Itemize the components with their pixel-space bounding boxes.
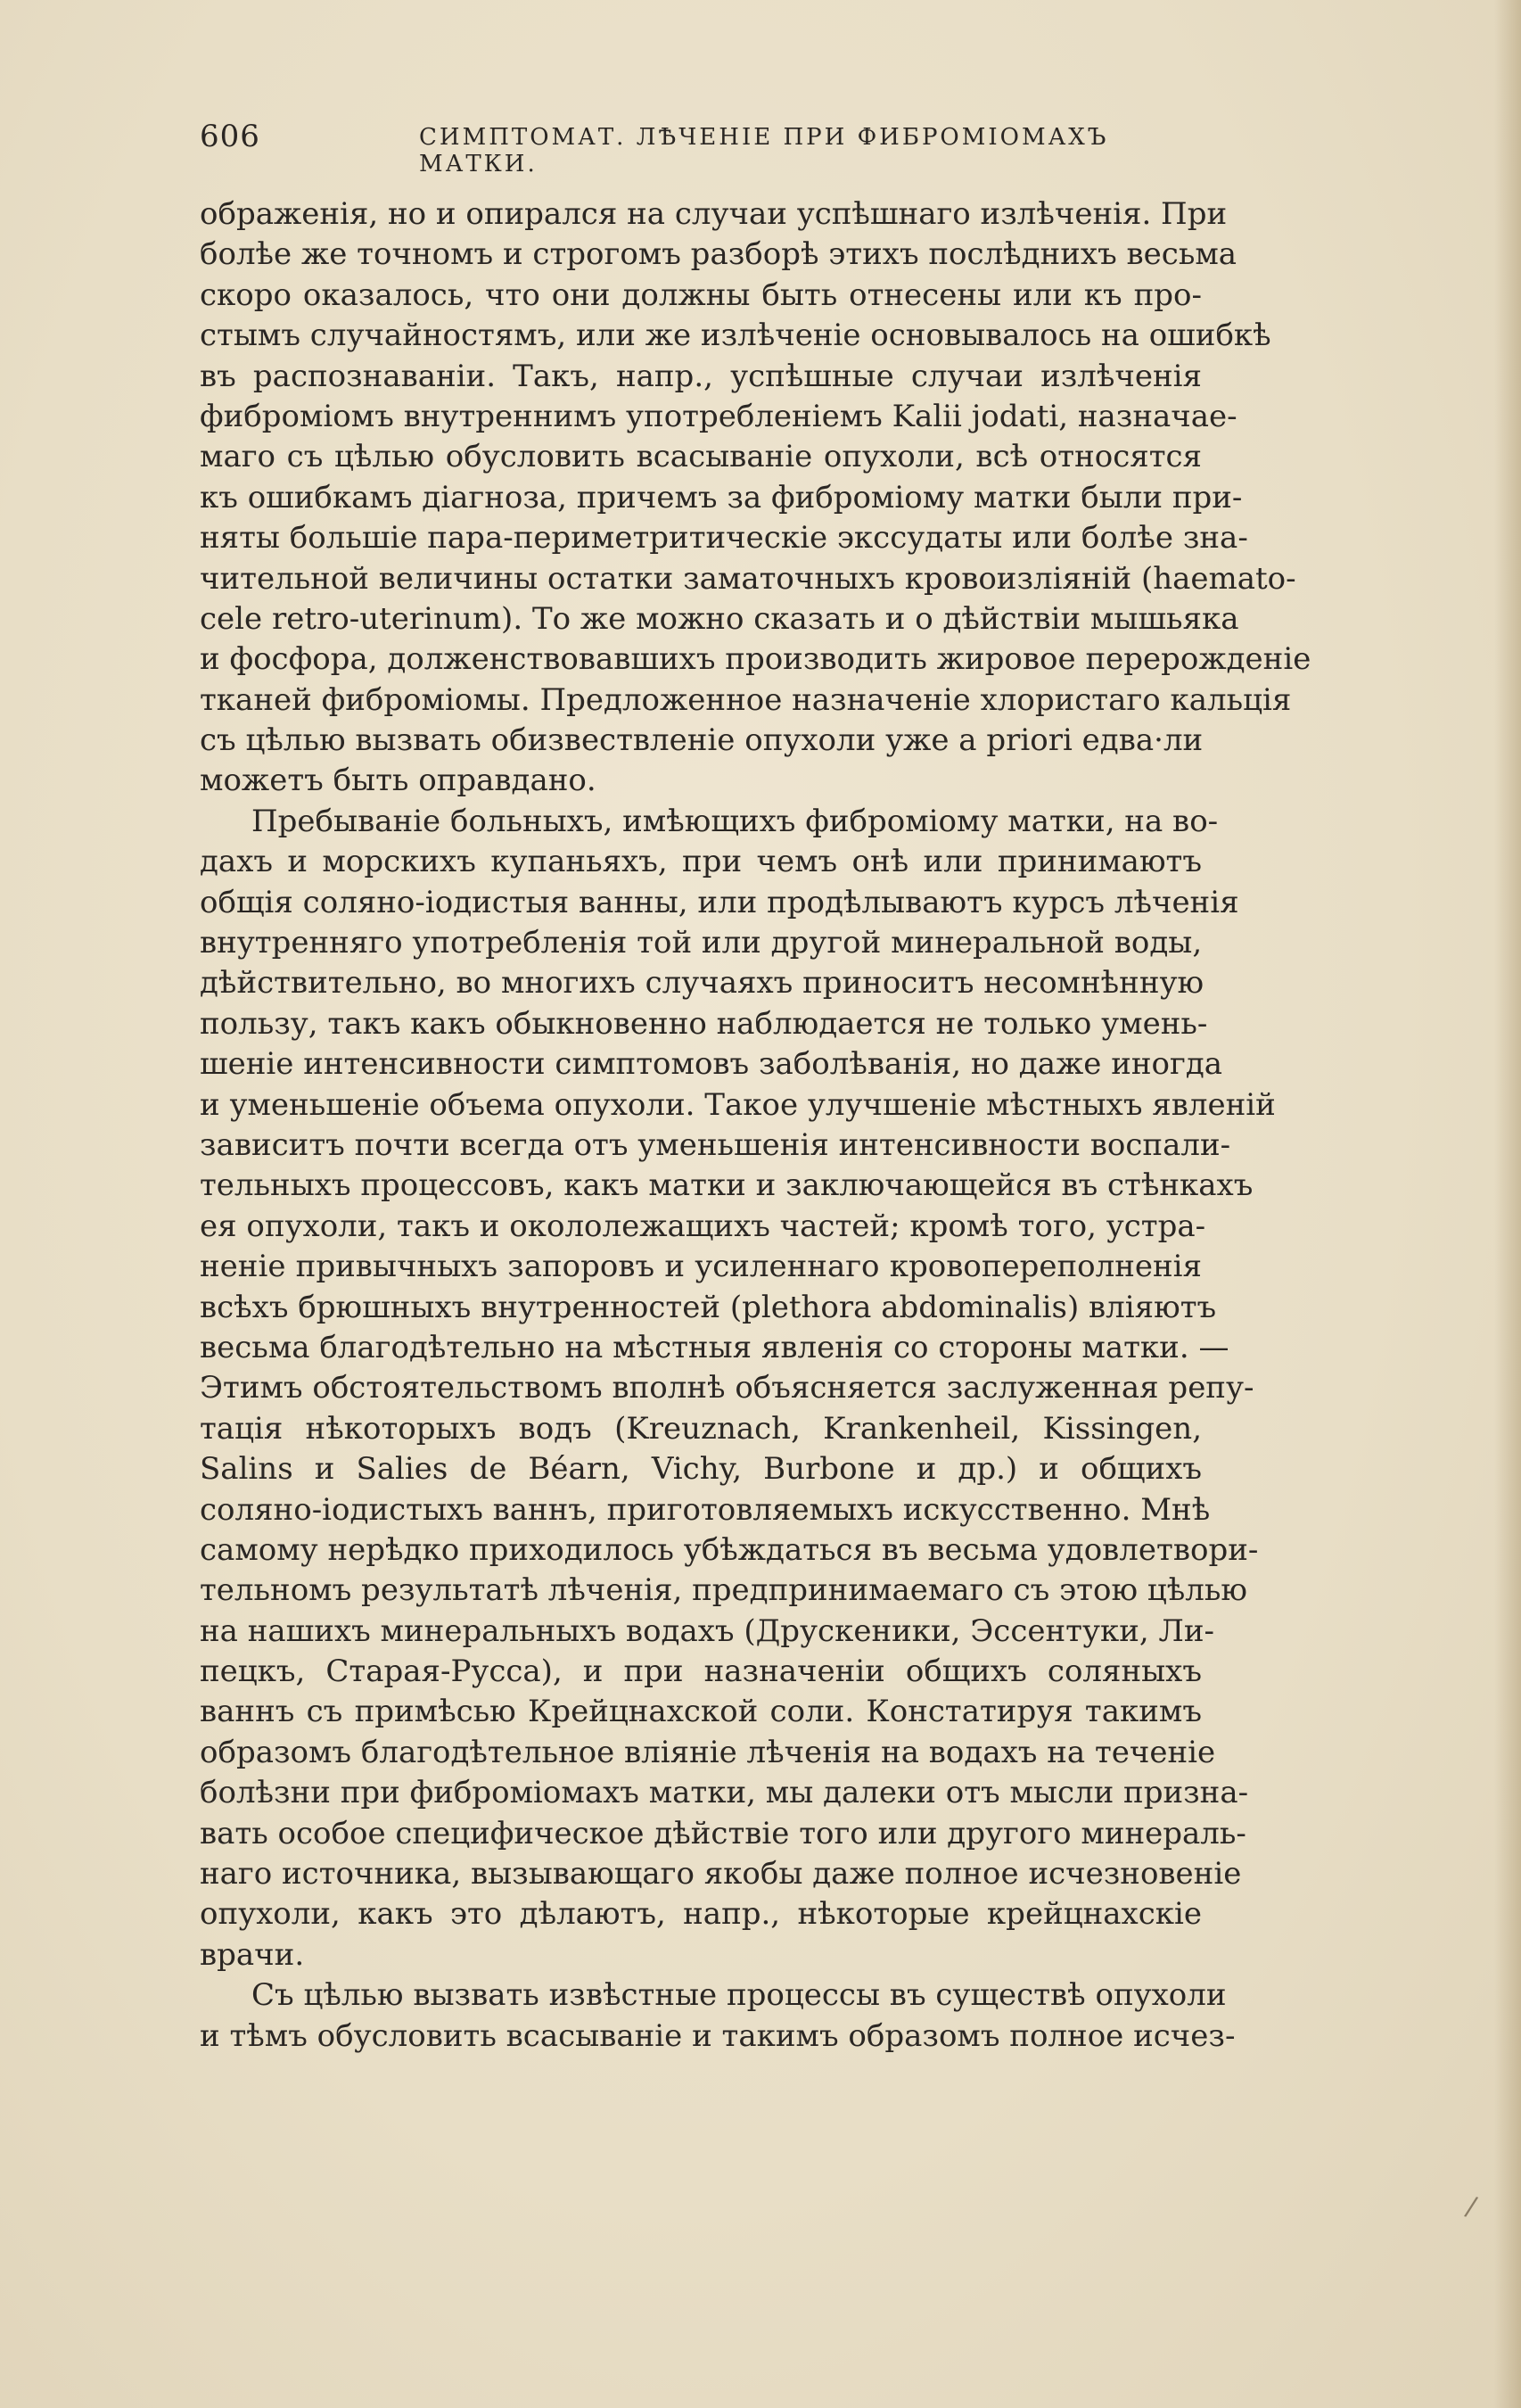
- text-line: тельномъ результатѣ лѣченія, предпринимаемаго съ этою цѣлью: [200, 1572, 1247, 1609]
- text-line: Пребываніе больныхъ, имѣющихъ фиброміому матки, на во-: [251, 803, 1219, 839]
- text-line: и тѣмъ обусловить всасываніе и такимъ образомъ полное исчез-: [200, 2017, 1236, 2054]
- page-number: 606: [200, 119, 260, 154]
- text-line: чительной величины остатки заматочныхъ кровоизліяній (haemato-: [200, 560, 1296, 597]
- text-line: соляно-іодистыхъ ваннъ, приготовляемыхъ искусственно. Мнѣ: [200, 1491, 1211, 1528]
- text-line: стымъ случайностямъ, или же излѣченіе основывалось на ошибкѣ: [200, 317, 1271, 354]
- text-line: весьма благодѣтельно на мѣстныя явленія со стороны матки. —: [200, 1329, 1229, 1365]
- text-line: тація нѣкоторыхъ водъ (Kreuznach, Krankenheil, Kissingen,: [200, 1410, 1202, 1447]
- text-line: Salins и Salies de Béarn, Vichy, Burbone и др.) и общихъ: [200, 1451, 1202, 1488]
- text-line: наго источника, вызывающаго якобы даже полное исчезновеніе: [200, 1856, 1242, 1893]
- text-line: ображенія, но и опирался на случаи успѣшнаго излѣченія. При: [200, 196, 1228, 232]
- paragraph: [200, 802, 1276, 1975]
- text-line: ея опухоли, такъ и окололежащихъ частей; кромѣ того, устра-: [200, 1208, 1206, 1244]
- text-line: всѣхъ брюшныхъ внутренностей (plethora abdominalis) вліяютъ: [200, 1289, 1217, 1325]
- text-line: можетъ быть оправдано.: [200, 763, 596, 799]
- text-line: опухоли, какъ это дѣлаютъ, напр., нѣкоторые крейцнахскіе: [200, 1896, 1202, 1933]
- text-line: болѣе же точномъ и строгомъ разборѣ этихъ послѣднихъ весьма: [200, 236, 1237, 273]
- text-line: шеніе интенсивности симптомовъ заболѣванія, но даже иногда: [200, 1046, 1223, 1083]
- text-line: на нашихъ минеральныхъ водахъ (Друскеники, Эссентуки, Ли-: [200, 1612, 1215, 1649]
- text-line: къ ошибкамъ діагноза, причемъ за фиброміому матки были при-: [200, 479, 1243, 515]
- text-line: и фосфора, долженствовавшихъ производить жировое перерожденіе: [200, 641, 1311, 678]
- text-line: скоро оказалось, что они должны быть отнесены или къ про-: [200, 276, 1202, 313]
- text-line: съ цѣлью вызвать обизвествленіе опухоли уже a priori едва·ли: [200, 722, 1204, 759]
- text-line: неніе привычныхъ запоровъ и усиленнаго кровопереполненія: [200, 1249, 1202, 1285]
- text-line: болѣзни при фиброміомахъ матки, мы далеки отъ мысли призна-: [200, 1775, 1249, 1811]
- text-line: пецкъ, Старая-Русса), и при назначеніи общихъ соляныхъ: [200, 1653, 1202, 1690]
- text-line: врачи.: [200, 1936, 305, 1973]
- running-head: СИМПТОМАТ. ЛѢЧЕНІЕ ПРИ ФИБРОМІОМАХЪ МАТКИ.: [419, 124, 1109, 177]
- text-line: образомъ благодѣтельное вліяніе лѣченія на водахъ на теченіе: [200, 1734, 1216, 1770]
- text-line: фиброміомъ внутреннимъ употребленіемъ Kalii jodati, назначае-: [200, 398, 1237, 434]
- text-line: тканей фиброміомы. Предложенное назначеніе хлористаго кальція: [200, 681, 1292, 718]
- page-edge-shadow: [1494, 0, 1521, 2408]
- paragraph: [200, 194, 1311, 802]
- margin-mark: /: [1462, 2190, 1480, 2223]
- text-line: Этимъ обстоятельствомъ вполнѣ объясняется заслуженная репу-: [200, 1370, 1254, 1406]
- text-line: и уменьшеніе объема опухоли. Такое улучшеніе мѣстныхъ явленій: [200, 1086, 1276, 1123]
- paragraph: [200, 1975, 1236, 2057]
- text-line: самому нерѣдко приходилось убѣждаться въ весьма удовлетвори-: [200, 1531, 1259, 1568]
- text-line: общія соляно-іодистыя ванны, или продѣлываютъ курсъ лѣченія: [200, 884, 1239, 920]
- text-line: дѣйствительно, во многихъ случаяхъ приноситъ несомнѣнную: [200, 965, 1204, 1002]
- text-line: вать особое специфическое дѣйствіе того или другого минераль-: [200, 1815, 1246, 1851]
- text-line: ваннъ съ примѣсью Крейцнахской соли. Констатируя такимъ: [200, 1694, 1202, 1730]
- text-line: Съ цѣлью вызвать извѣстные процессы въ существѣ опухоли: [251, 1977, 1227, 2014]
- text-line: cele retro-uterinum). То же можно сказать и о дѣйствіи мышьяка: [200, 600, 1239, 637]
- text-line: няты большіе пара-периметритическіе экссудаты или болѣе зна-: [200, 520, 1248, 557]
- page-header: [200, 119, 1202, 177]
- body-text: [200, 194, 1311, 2057]
- text-line: внутренняго употребленія той или другой минеральной воды,: [200, 925, 1203, 961]
- text-line: маго съ цѣлью обусловить всасываніе опухоли, всѣ относятся: [200, 439, 1202, 475]
- text-line: пользу, такъ какъ обыкновенно наблюдается не только умень-: [200, 1005, 1208, 1042]
- text-line: зависитъ почти всегда отъ уменьшенія интенсивности воспали-: [200, 1126, 1231, 1163]
- text-line: тельныхъ процессовъ, какъ матки и заключающейся въ стѣнкахъ: [200, 1167, 1254, 1204]
- text-line: дахъ и морскихъ купаньяхъ, при чемъ онѣ или принимаютъ: [200, 844, 1202, 880]
- text-line: въ распознаваніи. Такъ, напр., успѣшные случаи излѣченія: [200, 358, 1202, 394]
